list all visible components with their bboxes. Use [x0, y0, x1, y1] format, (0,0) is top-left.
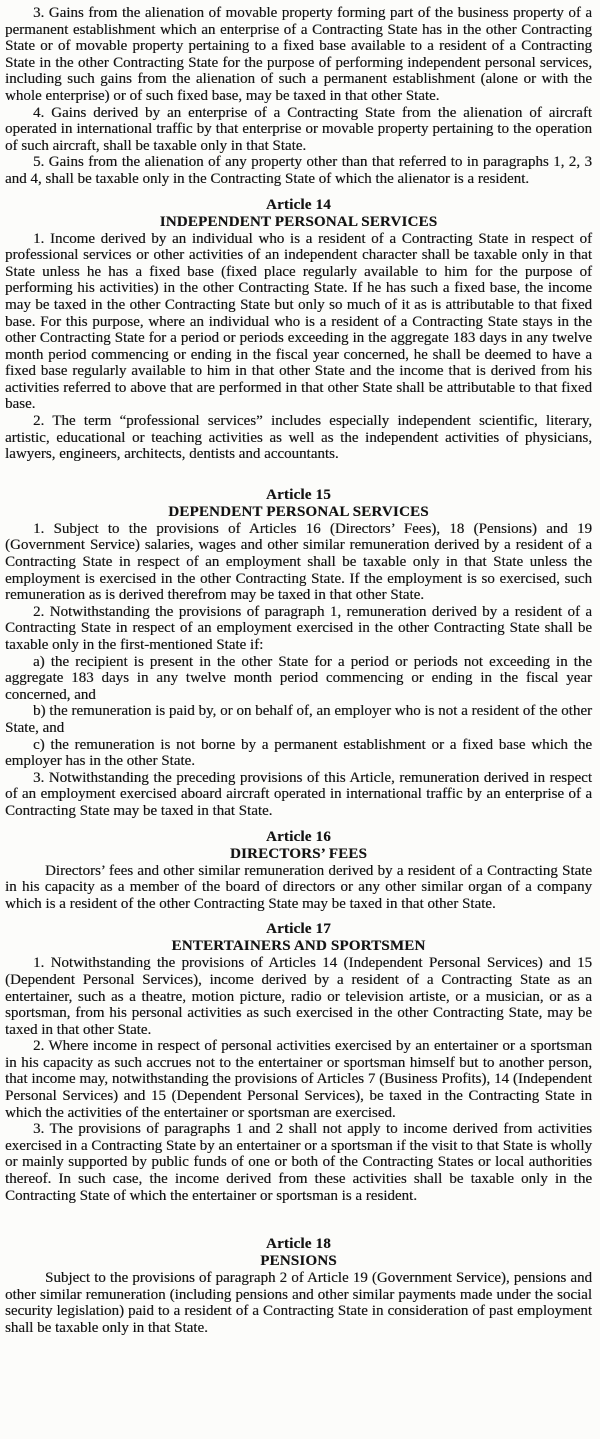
article-number: Article 17 — [266, 921, 331, 938]
subparagraph-c: c) the remuneration is not borne by a permanent establishment or a fixed base which the employer has in the other State. — [5, 736, 592, 770]
article-14 — [5, 197, 592, 463]
article-title: INDEPENDENT PERSONAL SERVICES — [159, 213, 438, 230]
article-number: Article 14 — [266, 196, 331, 213]
article-16 — [5, 829, 592, 913]
paragraph: Directors’ fees and other similar remuneration derived by a resident of a Contracting State in his capacity as a member of the board of directors or any other similar organ of a company which is a resident of the other Contracting State may be taxed in that other State. — [5, 862, 592, 912]
article-15 — [5, 487, 592, 820]
article-title: DEPENDENT PERSONAL SERVICES — [168, 503, 429, 520]
paragraph: 1. Subject to the provisions of Articles 16 (Directors’ Fees), 18 (Pensions) and 19 (Government Service) salaries, wages and other similar remuneration derived by a resident of a Contracting State in respect of an employment shall be taxable only in that State unless the employment is exercised in the other Contracting State. If the employment is so exercised, such remuneration as is derived therefrom may be taxed in that other State. — [5, 520, 592, 604]
paragraph: 3. Notwithstanding the preceding provisions of this Article, remuneration derived in respect of an employment exercised aboard aircraft operated in international traffic by an enterprise of a Contracting State may be taxed in that State. — [5, 769, 592, 819]
subparagraph-b: b) the remuneration is paid by, or on behalf of, an employer who is not a resident of the other State, and — [5, 703, 592, 736]
article-17 — [5, 921, 592, 1204]
article-number: Article 15 — [266, 486, 331, 503]
paragraph: 3. The provisions of paragraphs 1 and 2 shall not apply to income derived from activities exercised in a Contracting State by an entertainer or a sportsman if the visit to that State is wholly or mainly supported by public funds of one or both of the Contracting States or local authorities thereof. In such case, the income derived from these activities shall be taxable only in the Contracting State of which the entertainer or sportsman is a resident. — [5, 1121, 592, 1204]
article-title: PENSIONS — [260, 1253, 337, 1270]
paragraph: Subject to the provisions of paragraph 2 of Article 19 (Government Service), pensions and other similar remuneration (including pensions and other similar payments made under the social security legislation) paid to a resident of a Contracting State in consideration of past employment shall be taxable only in that State. — [5, 1270, 592, 1336]
paragraph: 1. Notwithstanding the provisions of Articles 14 (Independent Personal Services) and 15 (Dependent Personal Services), income derived by a resident of a Contracting State as an entertainer, such as a theatre, motion picture, radio or television artiste, or a musician, or as a sportsman, from his personal activities as such exercised in the other Contracting State, may be taxed in that other State. — [5, 955, 592, 1038]
paragraph: 2. Where income in respect of personal activities exercised by an entertainer or a sportsman in his capacity as such accrues not to the entertainer or sportsman himself but to another person, that income may, notwithstanding the provisions of Articles 7 (Business Profits), 14 (Independent Personal Services) and 15 (Dependent Personal Services), be taxed in the Contracting State in which the activities of the entertainer or sportsman are exercised. — [5, 1038, 592, 1121]
paragraph: 2. Notwithstanding the provisions of paragraph 1, remuneration derived by a resident of a Contracting State in respect of an employment exercised in the other Contracting State shall be taxable only in the first-mentioned State if: — [5, 603, 592, 653]
article-number: Article 16 — [266, 828, 331, 845]
article-title: ENTERTAINERS AND SPORTSMEN — [171, 938, 426, 955]
paragraph: 4. Gains derived by an enterprise of a Contracting State from the alienation of aircraft operated in international traffic by that enterprise or movable property pertaining to the operation of such aircraft, shall be taxable only in that State. — [5, 104, 592, 154]
paragraph: 1. Income derived by an individual who is a resident of a Contracting State in respect of professional services or other activities of an independent character shall be taxable only in that State unless he has a fixed base (fixed place regularly available to him for the purpose of performing his activities) in the other Contracting State. If he has such a fixed base, the income may be taxed in the other Contracting State but only so much of it as is attributable to that fixed base. For this purpose, where an individual who is a resident of a Contracting State stays in the other Contracting State for a period or periods exceeding in the aggregate 183 days in any twelve month period commencing or ending in the fiscal year concerned, he shall be deemed to have a fixed base regularly available to him in that other State and the income that is derived from his activities referred to above that are performed in that other State shall be attributable to that fixed base. — [5, 230, 592, 413]
paragraph: 2. The term “professional services” includes especially independent scientific, literary, artistic, educational or teaching activities as well as the independent activities of physicians, lawyers, engineers, architects, dentists and accountants. — [5, 413, 592, 463]
subparagraph-a: a) the recipient is present in the other State for a period or periods not exceeding in the aggregate 183 days in any twelve month period commencing or ending in the fiscal year concerned, and — [5, 653, 592, 703]
article-18 — [5, 1236, 592, 1336]
article-number: Article 18 — [266, 1236, 331, 1253]
paragraph: 5. Gains from the alienation of any property other than that referred to in paragraphs 1, 2, 3 and 4, shall be taxable only in the Contracting State of which the alienator is a resident. — [5, 154, 592, 187]
article-title: DIRECTORS’ FEES — [229, 845, 368, 862]
paragraph: 3. Gains from the alienation of movable property forming part of the business property of a permanent establishment which an enterprise of a Contracting State has in the other Contracting State or of movable property pertaining to a fixed base available to a resident of a Contracting State in the other Contracting State for the purpose of performing independent personal services, including such gains from the alienation of such a permanent establishment (alone or with the whole enterprise) or of such fixed base, may be taxed in that other State. — [5, 5, 592, 104]
